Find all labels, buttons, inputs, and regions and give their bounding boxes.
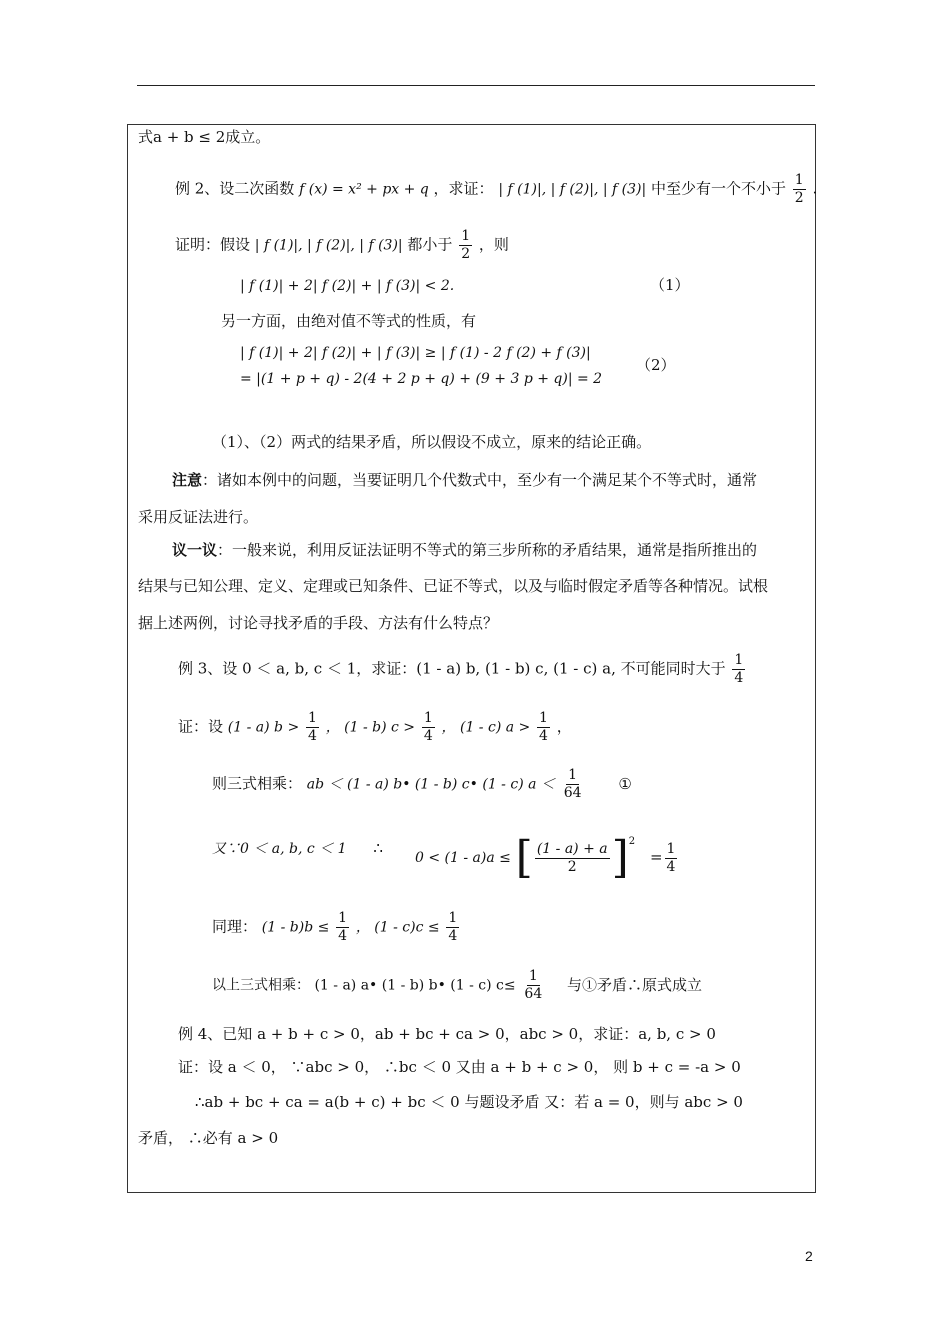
fraction-one-quarter: $\frac{1}{4}$ <box>423 710 433 744</box>
contradiction-text: （1）、（2）两式的结果矛盾，所以假设不成立，原来的结论正确。 <box>212 433 652 451</box>
fraction-one-quarter: $\frac{1}{4}$ <box>666 840 676 875</box>
discuss-line-2: 结果与已知公理、定义、定理或已知条件、已证不等式，以及与临时假定矛盾等各种情况。试根 <box>138 577 769 595</box>
example-4-line-4: 矛盾， ∴必有 a > 0 <box>138 1129 279 1147</box>
example-3-assumption: 证：设 (1 - a) b > $\frac{1}{4}$ ， (1 - b) c > $\frac{1}{4}$ ， (1 - c) a > $\frac{1}{4}$ ， <box>178 710 572 744</box>
example-3-am-gm: 0 < (1 - a)a ≤ [ $\frac{(1 - a) + a}{2}$ ]$^2$ = $\frac{1}{4}$ <box>415 832 676 883</box>
example-3: 例 3、设 0 ＜ a, b, c ＜ 1，求证：(1 - a) b, (1 - b) c, (1 - c) a, 不可能同时大于 $\frac{1}{4}$ <box>178 652 744 686</box>
fraction-one-sixty-fourth: $\frac{1}{64}$ <box>563 767 582 801</box>
example-2: 例 2、设二次函数 f (x) = x² + px + q ，求证： | f (1)|, | f (2)|, | f (3)| 中至少有一个不小于 $\frac{1}{2}$ . <box>175 172 818 206</box>
example-4-line-3: ∴ab + bc + ca = a(b + c) + bc ＜ 0 与题设矛盾 又：若 a = 0，则与 abc > 0 <box>195 1093 743 1111</box>
header-rule <box>137 85 815 86</box>
equation-2b: = |(1 + p + q) - 2(4 + 2 p + q) + (9 + 3 p + q)| = 2 <box>240 371 603 387</box>
fraction-one-quarter: $\frac{1}{4}$ <box>734 652 744 686</box>
example-3-also: 又∵0 ＜ a, b, c ＜ 1 ∴ <box>212 839 383 857</box>
therefore-symbol: ∴ <box>373 839 383 857</box>
fraction-one-sixty-fourth: $\frac{1}{64}$ <box>524 968 543 1002</box>
equation-2-tag: （2） <box>636 356 676 374</box>
example-4-line-2: 证：设 a ＜ 0， ∵abc > 0， ∴bc ＜ 0 又由 a + b + c > 0， 则 b + c = -a > 0 <box>178 1058 741 1076</box>
fraction-one-quarter: $\frac{1}{4}$ <box>448 910 458 944</box>
fraction-one-quarter: $\frac{1}{4}$ <box>307 710 317 744</box>
note-line-1: 注意：诸如本例中的问题，当要证明几个代数式中，至少有一个满足某个不等式时，通常 <box>172 471 758 489</box>
discuss-label: 议一议 <box>172 541 218 559</box>
fraction-one-half: $\frac{1}{2}$ <box>794 172 804 206</box>
example-3-same: 同理： (1 - b)b ≤ $\frac{1}{4}$ ， (1 - c)c ≤ $\frac{1}{4}$ <box>212 910 458 944</box>
right-bracket: ] <box>611 832 629 883</box>
page-number: 2 <box>805 1248 813 1264</box>
example-3-multiply: 则三式相乘： ab ＜ (1 - a) b• (1 - b) c• (1 - c) a ＜ $\frac{1}{64}$ ① <box>212 767 632 801</box>
example-3-final: 以上三式相乘： (1 - a) a• (1 - b) b• (1 - c) c≤ $\frac{1}{64}$ 与①矛盾∴原式成立 <box>212 968 703 1002</box>
example-2-mid: ，求证： <box>433 179 494 198</box>
equation-1: | f (1)| + 2| f (2)| + | f (3)| < 2. <box>240 278 455 294</box>
example-2-tail: 中至少有一个不小于 <box>650 179 786 198</box>
note-line-2: 采用反证法进行。 <box>138 508 259 526</box>
example-2-function: f (x) = x² + px + q <box>299 181 429 198</box>
left-bracket: [ <box>515 832 533 883</box>
circled-one: ① <box>618 774 632 793</box>
note-label: 注意 <box>172 471 203 489</box>
fraction-one-quarter: $\frac{1}{4}$ <box>338 910 348 944</box>
fraction-one-quarter: $\frac{1}{4}$ <box>539 710 548 744</box>
proof-assumption: 证明：假设 | f (1)|, | f (2)|, | f (3)| 都小于 $\frac{1}{2}$ ，则 <box>175 228 509 262</box>
line-condition: 式a + b ≤ 2成立。 <box>138 128 271 146</box>
example-2-lead: 例 2、设二次函数 <box>175 179 295 198</box>
fraction-one-half: $\frac{1}{2}$ <box>461 228 471 262</box>
example-2-values: | f (1)|, | f (2)|, | f (3)| <box>498 181 647 198</box>
other-side-text: 另一方面，由绝对值不等式的性质，有 <box>221 312 477 330</box>
equation-2a: | f (1)| + 2| f (2)| + | f (3)| ≥ | f (1) - 2 f (2) + f (3)| <box>240 345 591 361</box>
discuss-line-3: 据上述两例，讨论寻找矛盾的手段、方法有什么特点？ <box>138 614 499 632</box>
example-4-line-1: 例 4、已知 a + b + c > 0，ab + bc + ca > 0，abc > 0，求证：a, b, c > 0 <box>178 1025 716 1043</box>
equation-1-tag: （1） <box>650 276 690 294</box>
discuss-line-1: 议一议：一般来说，利用反证法证明不等式的第三步所称的矛盾结果，通常是指所推出的 <box>172 541 758 559</box>
